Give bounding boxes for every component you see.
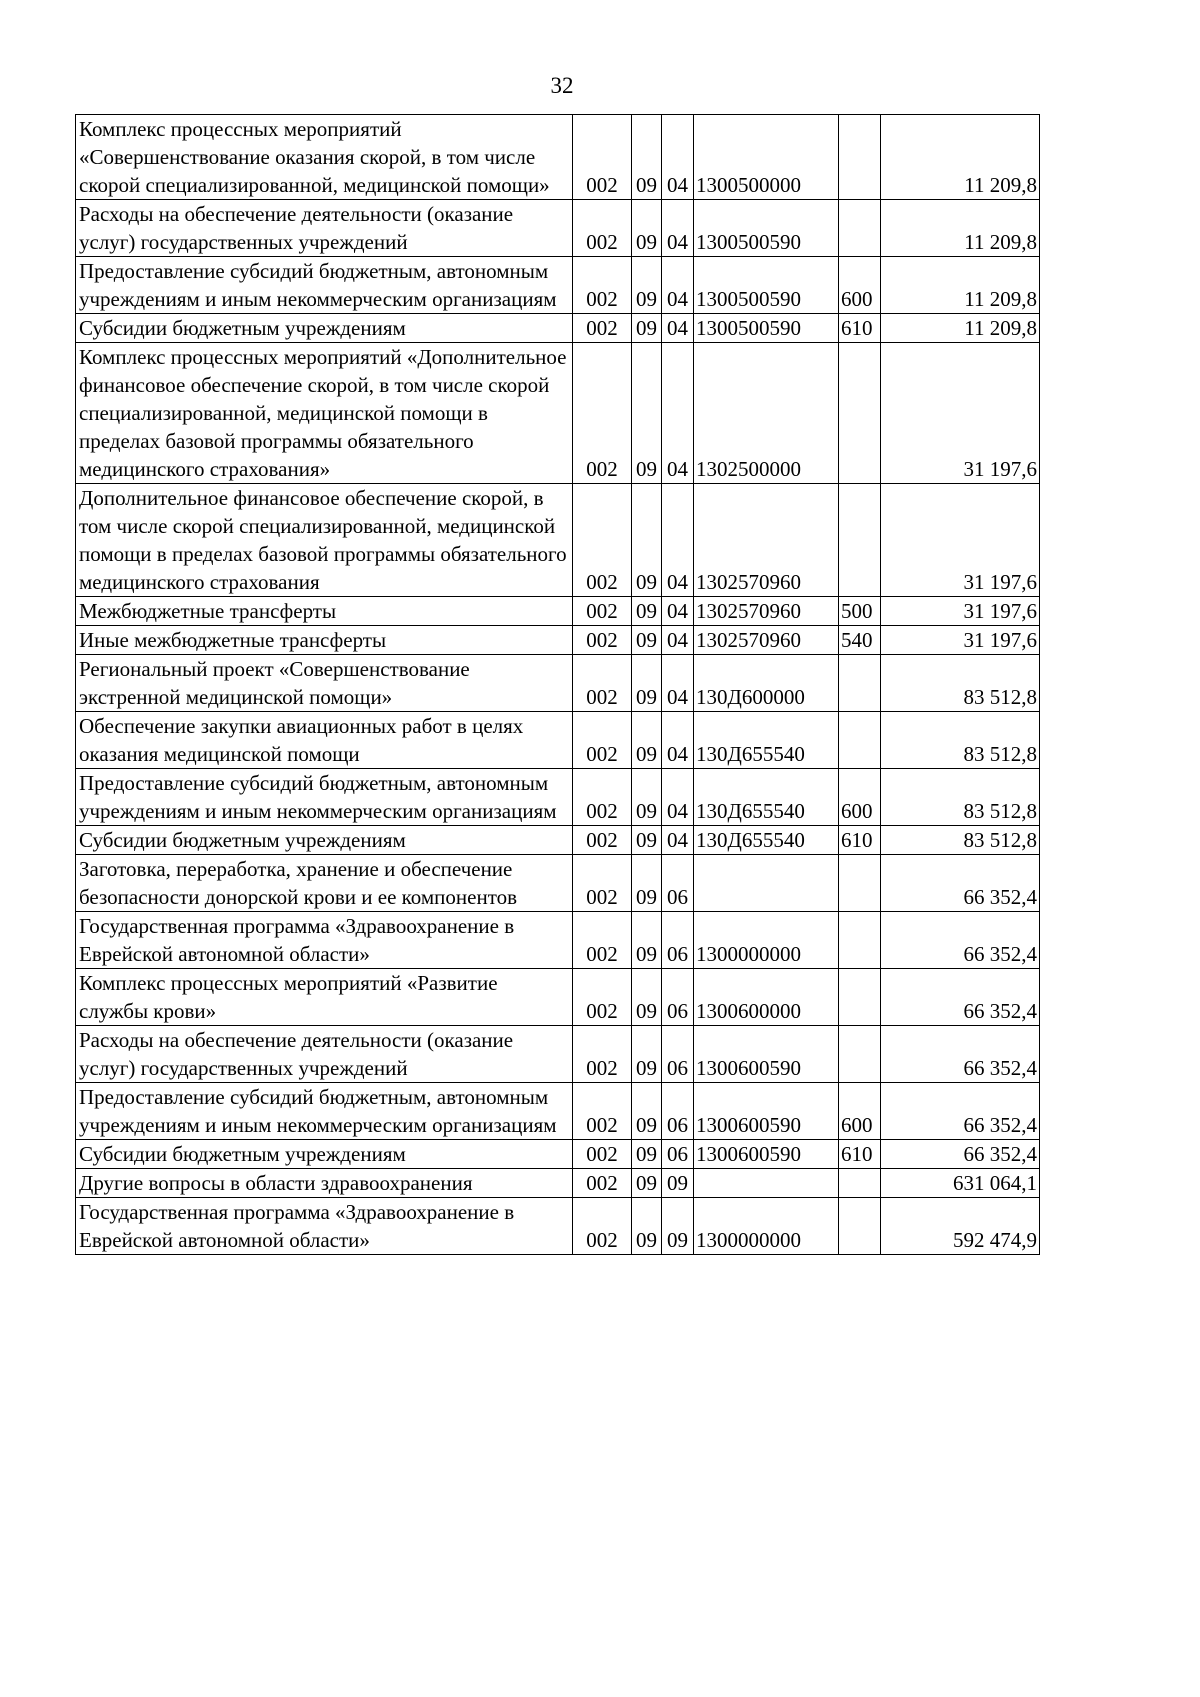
ministry-code: 002 (573, 626, 632, 655)
table-row (76, 769, 1040, 826)
subsection-code: 04 (662, 257, 694, 314)
target-article-code: 1300600590 (694, 1026, 839, 1083)
target-article-code: 1302570960 (694, 484, 839, 597)
table-row (76, 484, 1040, 597)
table-row (76, 1198, 1040, 1255)
ministry-code: 002 (573, 115, 632, 200)
section-code: 09 (632, 1083, 662, 1140)
amount-value: 31 197,6 (881, 597, 1040, 626)
amount-value: 66 352,4 (881, 855, 1040, 912)
table-row (76, 969, 1040, 1026)
ministry-code: 002 (573, 855, 632, 912)
row-name: Обеспечение закупки авиационных работ в целях оказания медицинской помощи (76, 712, 573, 769)
table-row (76, 1169, 1040, 1198)
section-code: 09 (632, 655, 662, 712)
subsection-code: 09 (662, 1169, 694, 1198)
target-article-code: 1300500590 (694, 314, 839, 343)
section-code: 09 (632, 115, 662, 200)
section-code: 09 (632, 1198, 662, 1255)
amount-value: 31 197,6 (881, 343, 1040, 484)
row-name: Субсидии бюджетным учреждениям (76, 826, 573, 855)
table-row (76, 855, 1040, 912)
table-row (76, 1140, 1040, 1169)
row-name: Государственная программа «Здравоохранение в Еврейской автономной области» (76, 912, 573, 969)
target-article-code: 1302500000 (694, 343, 839, 484)
subsection-code: 06 (662, 855, 694, 912)
table-row (76, 1026, 1040, 1083)
budget-table (75, 114, 1040, 1255)
table-row (76, 597, 1040, 626)
amount-value: 66 352,4 (881, 969, 1040, 1026)
section-code: 09 (632, 626, 662, 655)
expense-type-code (839, 1026, 881, 1083)
amount-value: 83 512,8 (881, 826, 1040, 855)
ministry-code: 002 (573, 769, 632, 826)
ministry-code: 002 (573, 1198, 632, 1255)
expense-type-code: 600 (839, 769, 881, 826)
amount-value: 66 352,4 (881, 1083, 1040, 1140)
section-code: 09 (632, 597, 662, 626)
target-article-code: 1300600590 (694, 1083, 839, 1140)
row-name: Комплекс процессных мероприятий «Дополнительное финансовое обеспечение скорой, в том числе скорой специализированной, медицинской помощи в пределах базовой программы обязательного медицинского страхования» (76, 343, 573, 484)
subsection-code: 04 (662, 200, 694, 257)
ministry-code: 002 (573, 200, 632, 257)
amount-value: 631 064,1 (881, 1169, 1040, 1198)
subsection-code: 06 (662, 1083, 694, 1140)
table-row (76, 257, 1040, 314)
expense-type-code (839, 343, 881, 484)
section-code: 09 (632, 343, 662, 484)
section-code: 09 (632, 314, 662, 343)
subsection-code: 04 (662, 115, 694, 200)
expense-type-code: 610 (839, 1140, 881, 1169)
target-article-code: 1300000000 (694, 1198, 839, 1255)
expense-type-code (839, 969, 881, 1026)
section-code: 09 (632, 1140, 662, 1169)
expense-type-code (839, 115, 881, 200)
section-code: 09 (632, 1026, 662, 1083)
row-name: Расходы на обеспечение деятельности (оказание услуг) государственных учреждений (76, 1026, 573, 1083)
amount-value: 31 197,6 (881, 484, 1040, 597)
section-code: 09 (632, 257, 662, 314)
subsection-code: 04 (662, 712, 694, 769)
row-name: Субсидии бюджетным учреждениям (76, 314, 573, 343)
amount-value: 11 209,8 (881, 257, 1040, 314)
amount-value: 11 209,8 (881, 314, 1040, 343)
expense-type-code (839, 1198, 881, 1255)
section-code: 09 (632, 769, 662, 826)
ministry-code: 002 (573, 1083, 632, 1140)
subsection-code: 04 (662, 826, 694, 855)
row-name: Предоставление субсидий бюджетным, автономным учреждениям и иным некоммерческим организациям (76, 769, 573, 826)
expense-type-code: 610 (839, 314, 881, 343)
section-code: 09 (632, 200, 662, 257)
subsection-code: 04 (662, 343, 694, 484)
table-row (76, 626, 1040, 655)
table-row (76, 343, 1040, 484)
target-article-code: 130Д655540 (694, 769, 839, 826)
subsection-code: 04 (662, 655, 694, 712)
expense-type-code: 600 (839, 1083, 881, 1140)
expense-type-code (839, 655, 881, 712)
budget-table-body (76, 115, 1040, 1255)
expense-type-code (839, 855, 881, 912)
expense-type-code: 600 (839, 257, 881, 314)
target-article-code: 1300500590 (694, 257, 839, 314)
ministry-code: 002 (573, 912, 632, 969)
amount-value: 11 209,8 (881, 115, 1040, 200)
amount-value: 66 352,4 (881, 912, 1040, 969)
target-article-code: 1300000000 (694, 912, 839, 969)
subsection-code: 04 (662, 769, 694, 826)
ministry-code: 002 (573, 712, 632, 769)
row-name: Расходы на обеспечение деятельности (оказание услуг) государственных учреждений (76, 200, 573, 257)
expense-type-code (839, 484, 881, 597)
expense-type-code (839, 1169, 881, 1198)
amount-value: 66 352,4 (881, 1140, 1040, 1169)
ministry-code: 002 (573, 597, 632, 626)
subsection-code: 04 (662, 626, 694, 655)
ministry-code: 002 (573, 1140, 632, 1169)
target-article-code: 1300500000 (694, 115, 839, 200)
target-article-code: 1300600000 (694, 969, 839, 1026)
table-row (76, 655, 1040, 712)
subsection-code: 09 (662, 1198, 694, 1255)
subsection-code: 06 (662, 912, 694, 969)
target-article-code: 1300500590 (694, 200, 839, 257)
target-article-code: 1302570960 (694, 626, 839, 655)
expense-type-code: 500 (839, 597, 881, 626)
subsection-code: 04 (662, 597, 694, 626)
target-article-code: 130Д600000 (694, 655, 839, 712)
ministry-code: 002 (573, 655, 632, 712)
section-code: 09 (632, 712, 662, 769)
amount-value: 83 512,8 (881, 769, 1040, 826)
section-code: 09 (632, 826, 662, 855)
row-name: Заготовка, переработка, хранение и обеспечение безопасности донорской крови и ее компонентов (76, 855, 573, 912)
target-article-code: 130Д655540 (694, 712, 839, 769)
expense-type-code: 610 (839, 826, 881, 855)
amount-value: 592 474,9 (881, 1198, 1040, 1255)
target-article-code: 130Д655540 (694, 826, 839, 855)
ministry-code: 002 (573, 314, 632, 343)
table-row (76, 826, 1040, 855)
amount-value: 66 352,4 (881, 1026, 1040, 1083)
target-article-code: 1302570960 (694, 597, 839, 626)
row-name: Предоставление субсидий бюджетным, автономным учреждениям и иным некоммерческим организациям (76, 257, 573, 314)
section-code: 09 (632, 912, 662, 969)
expense-type-code: 540 (839, 626, 881, 655)
table-row (76, 314, 1040, 343)
table-row (76, 912, 1040, 969)
expense-type-code (839, 712, 881, 769)
ministry-code: 002 (573, 343, 632, 484)
row-name: Дополнительное финансовое обеспечение скорой, в том числе скорой специализированной, медицинской помощи в пределах базовой программы обязательного медицинского страхования (76, 484, 573, 597)
table-row (76, 200, 1040, 257)
row-name: Субсидии бюджетным учреждениям (76, 1140, 573, 1169)
target-article-code (694, 1169, 839, 1198)
subsection-code: 04 (662, 484, 694, 597)
section-code: 09 (632, 1169, 662, 1198)
table-row (76, 712, 1040, 769)
subsection-code: 04 (662, 314, 694, 343)
ministry-code: 002 (573, 257, 632, 314)
subsection-code: 06 (662, 969, 694, 1026)
target-article-code (694, 855, 839, 912)
subsection-code: 06 (662, 1140, 694, 1169)
section-code: 09 (632, 969, 662, 1026)
ministry-code: 002 (573, 484, 632, 597)
subsection-code: 06 (662, 1026, 694, 1083)
amount-value: 83 512,8 (881, 655, 1040, 712)
section-code: 09 (632, 484, 662, 597)
row-name: Комплекс процессных мероприятий «Совершенствование оказания скорой, в том числе скорой специализированной, медицинской помощи» (76, 115, 573, 200)
page-number: 32 (550, 73, 574, 98)
amount-value: 83 512,8 (881, 712, 1040, 769)
ministry-code: 002 (573, 1026, 632, 1083)
section-code: 09 (632, 855, 662, 912)
table-row (76, 1083, 1040, 1140)
row-name: Другие вопросы в области здравоохранения (76, 1169, 573, 1198)
target-article-code: 1300600590 (694, 1140, 839, 1169)
ministry-code: 002 (573, 1169, 632, 1198)
expense-type-code (839, 200, 881, 257)
ministry-code: 002 (573, 969, 632, 1026)
row-name: Межбюджетные трансферты (76, 597, 573, 626)
row-name: Комплекс процессных мероприятий «Развитие службы крови» (76, 969, 573, 1026)
ministry-code: 002 (573, 826, 632, 855)
expense-type-code (839, 912, 881, 969)
row-name: Иные межбюджетные трансферты (76, 626, 573, 655)
table-row (76, 115, 1040, 200)
row-name: Региональный проект «Совершенствование экстренной медицинской помощи» (76, 655, 573, 712)
row-name: Государственная программа «Здравоохранение в Еврейской автономной области» (76, 1198, 573, 1255)
amount-value: 31 197,6 (881, 626, 1040, 655)
row-name: Предоставление субсидий бюджетным, автономным учреждениям и иным некоммерческим организациям (76, 1083, 573, 1140)
amount-value: 11 209,8 (881, 200, 1040, 257)
